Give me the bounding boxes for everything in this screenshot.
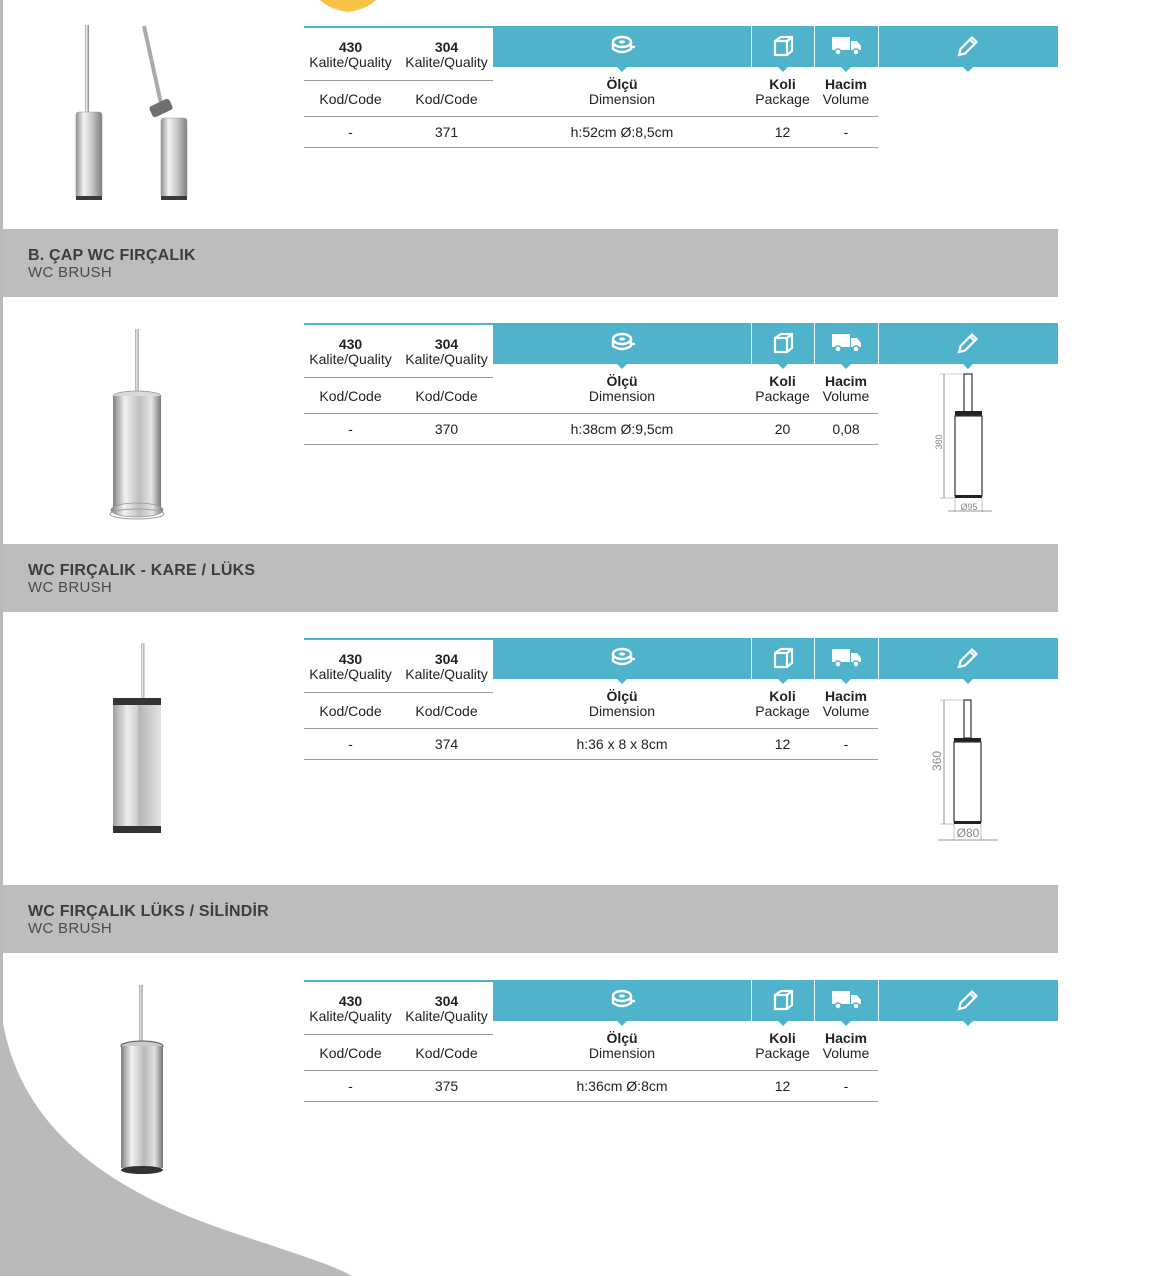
measure-tape-icon [611,34,635,58]
code-label: Kod/Code [319,1045,382,1061]
section-title: B. ÇAP WC FIRÇALIK [28,247,196,264]
technical-drawing-370 [928,370,998,516]
box-icon [771,646,795,670]
header-separator [751,638,752,679]
header-pointer [617,67,627,72]
drawing-height-label: 360 [930,750,944,772]
pencil-icon [956,646,980,670]
cell-code304: 374 [434,736,459,752]
header-separator [814,26,815,67]
cell-code304: 375 [434,1078,459,1094]
header-pointer [617,364,627,369]
code-label: Kod/Code [319,703,382,719]
cell-dimension: h:36cm Ø:8cm [576,1078,668,1094]
section-title: WC FIRÇALIK LÜKS / SİLİNDİR [28,903,269,920]
header-separator [814,980,815,1021]
header-pointer [778,1021,788,1026]
header-pointer [963,364,973,369]
code-label: Kod/Code [415,91,478,107]
dimension-header: Ölçü Dimension [588,688,656,719]
code-label: Kod/Code [415,1045,478,1061]
product-image-wc-brush-round [100,326,175,522]
table-top-line [304,980,493,982]
cell-package: 12 [774,736,791,752]
divider [304,1034,493,1035]
package-header: Koli Package [755,373,810,404]
header-separator [751,323,752,364]
measure-tape-icon [611,331,635,355]
header-pointer [841,364,851,369]
truck-icon [831,988,863,1012]
spec-table-375 [304,980,1058,1105]
truck-icon [831,646,863,670]
promo-badge [312,0,384,18]
table-top-line [304,638,493,640]
package-header: Koli Package [755,1030,810,1061]
product-image-wc-brush-cylinder [112,982,172,1182]
section-subtitle: WC BRUSH [28,264,113,281]
box-icon [771,34,795,58]
volume-header: Hacim Volume [822,1030,870,1061]
section-band [3,544,1058,612]
cell-code430: - [348,736,353,752]
cell-package: 20 [774,421,791,437]
cell-code430: - [348,124,353,140]
divider [304,759,878,760]
measure-tape-icon [611,988,635,1012]
header-pointer [841,679,851,684]
header-304: 304 Kalite/Quality [405,993,488,1024]
header-430: 430 Kalite/Quality [309,993,392,1024]
cell-code304: 371 [434,124,459,140]
code-label: Kod/Code [319,91,382,107]
cell-volume: 0,08 [832,421,860,437]
header-pointer [778,364,788,369]
header-430: 430 Kalite/Quality [309,39,392,70]
header-separator [814,638,815,679]
dimension-header: Ölçü Dimension [588,373,656,404]
divider [304,80,493,81]
volume-header: Hacim Volume [822,76,870,107]
cell-dimension: h:36 x 8 x 8cm [576,736,668,752]
truck-icon [831,331,863,355]
section-subtitle: WC BRUSH [28,920,113,937]
section-title: WC FIRÇALIK - KARE / LÜKS [28,562,256,579]
header-pointer [841,67,851,72]
section-band [3,229,1058,297]
divider [304,116,878,117]
divider [304,728,878,729]
dimension-header: Ölçü Dimension [588,1030,656,1061]
code-label: Kod/Code [415,703,478,719]
cell-code430: - [348,421,353,437]
section-band [3,885,1058,953]
divider [304,692,493,693]
cell-code304: 370 [434,421,459,437]
box-icon [771,988,795,1012]
pencil-icon [956,34,980,58]
header-pointer [963,1021,973,1026]
measure-tape-icon [611,646,635,670]
header-pointer [963,679,973,684]
header-pointer [778,679,788,684]
section-subtitle: WC BRUSH [28,579,113,596]
divider [304,444,878,445]
header-pointer [841,1021,851,1026]
divider [304,147,878,148]
header-separator [878,26,879,67]
cell-code430: - [348,1078,353,1094]
truck-icon [831,34,863,58]
header-430: 430 Kalite/Quality [309,651,392,682]
box-icon [771,331,795,355]
header-pointer [963,67,973,72]
code-label: Kod/Code [319,388,382,404]
cell-volume: - [843,1078,849,1094]
drawing-diameter-label: Ø95 [960,502,978,512]
cell-dimension: h:52cm Ø:8,5cm [570,124,674,140]
cell-volume: - [843,736,849,752]
spec-table-371 [304,26,1058,151]
divider [304,1101,878,1102]
package-header: Koli Package [755,76,810,107]
header-separator [878,638,879,679]
header-430: 430 Kalite/Quality [309,336,392,367]
header-pointer [617,679,627,684]
volume-header: Hacim Volume [822,688,870,719]
header-separator [751,26,752,67]
table-top-line [304,26,493,28]
product-image-wc-brush-square [108,640,168,840]
header-304: 304 Kalite/Quality [405,336,488,367]
drawing-height-label: 380 [934,434,944,450]
divider [304,413,878,414]
product-image-wc-brush-tall [60,20,210,205]
cell-package: 12 [774,124,791,140]
header-304: 304 Kalite/Quality [405,651,488,682]
code-label: Kod/Code [415,388,478,404]
header-separator [878,980,879,1021]
header-separator [814,323,815,364]
cell-package: 12 [774,1078,791,1094]
pencil-icon [956,331,980,355]
drawing-diameter-label: Ø80 [956,826,980,840]
technical-drawing-374 [928,695,1003,845]
volume-header: Hacim Volume [822,373,870,404]
table-top-line [304,323,493,325]
cell-dimension: h:38cm Ø:9,5cm [570,421,674,437]
header-separator [878,323,879,364]
package-header: Koli Package [755,688,810,719]
pencil-icon [956,988,980,1012]
cell-volume: - [843,124,849,140]
header-304: 304 Kalite/Quality [405,39,488,70]
header-pointer [778,67,788,72]
divider [304,377,493,378]
divider [304,1070,878,1071]
header-pointer [617,1021,627,1026]
header-separator [751,980,752,1021]
dimension-header: Ölçü Dimension [588,76,656,107]
